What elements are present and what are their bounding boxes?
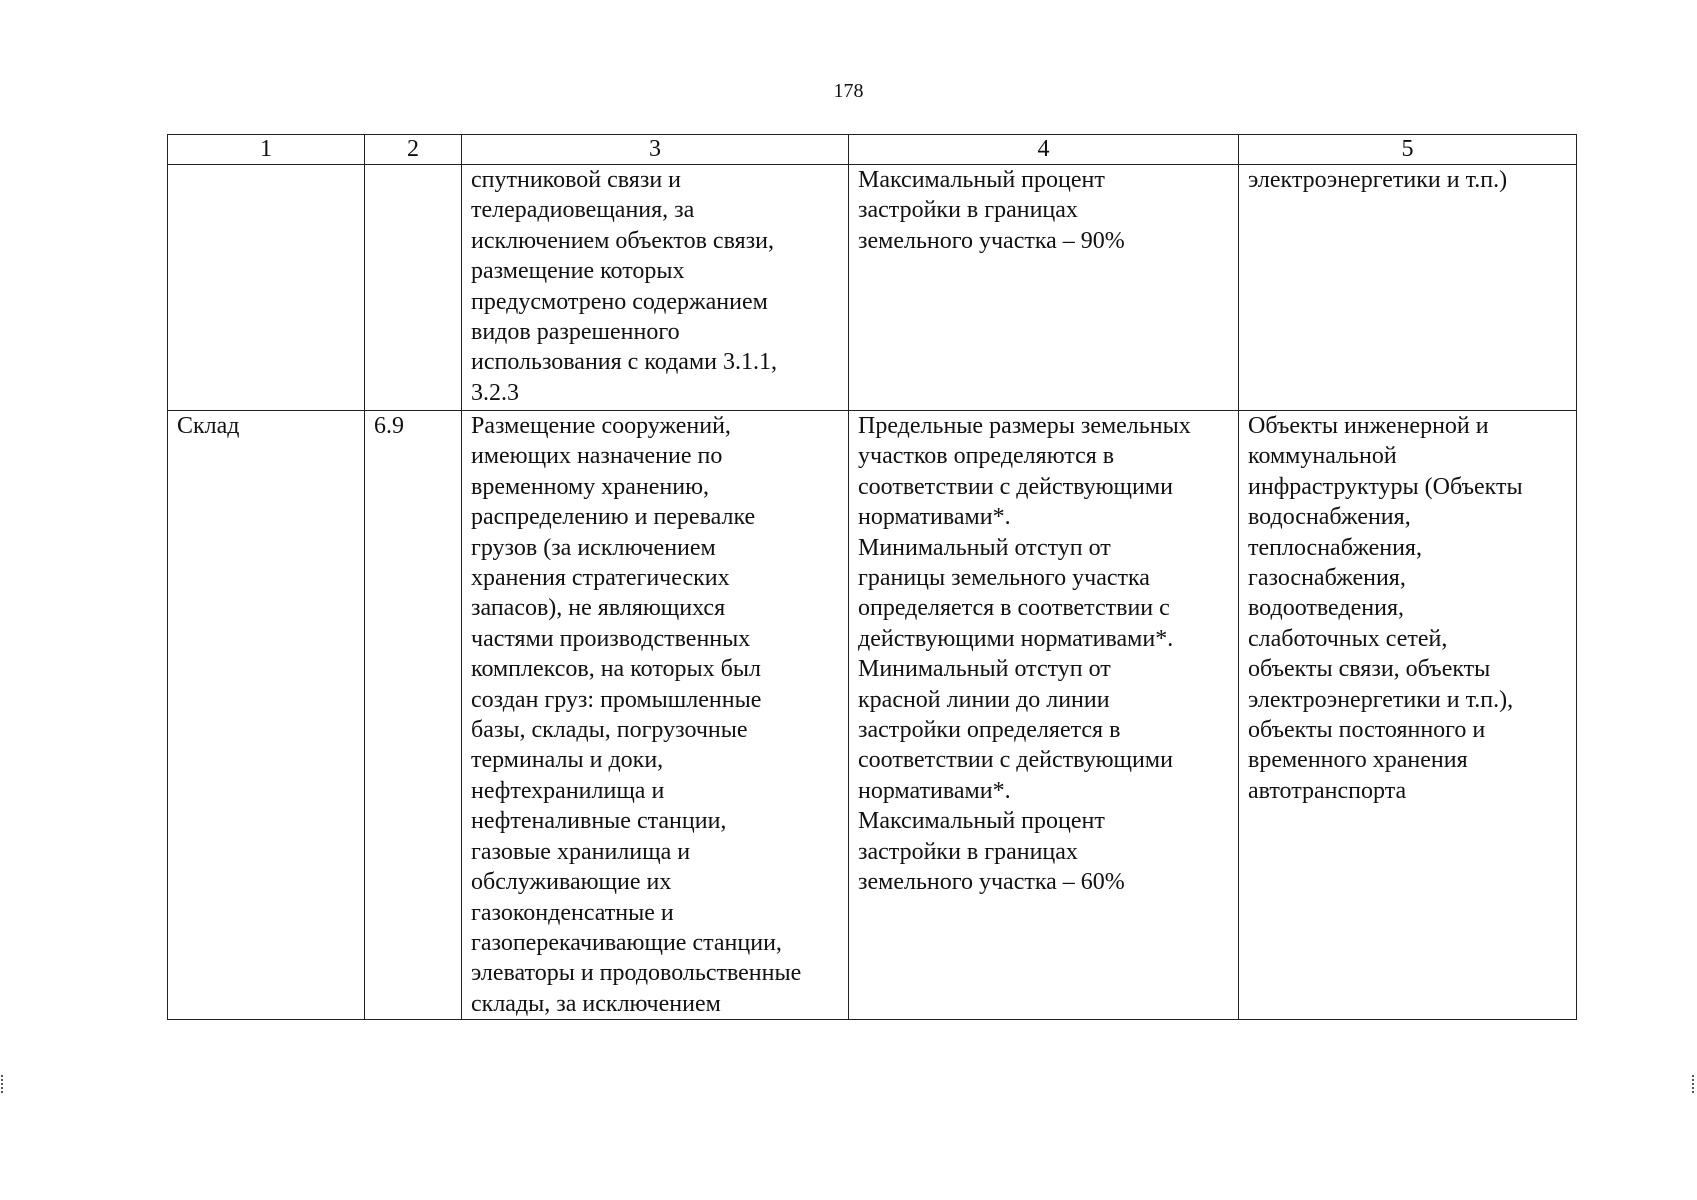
- page-number: 178: [833, 80, 864, 102]
- table-row: [168, 165, 1577, 411]
- left-scan-edge-mark: [1, 1075, 5, 1093]
- table-cell-code: [365, 165, 462, 411]
- table-header-row: [168, 135, 1577, 165]
- table-cell-auxiliary-uses: электроэнергетики и т.п.): [1239, 165, 1577, 411]
- table-row: [168, 411, 1577, 1020]
- table-cell-auxiliary-uses: Объекты инженерной и коммунальной инфраструктуры (Объекты водоснабжения, теплоснабжения, газоснабжения, водоотведения, слаботочных сетей, объекты связи, объекты электроэнергетики и т.п.), объекты постоянного и временного хранения автотранспорта: [1239, 411, 1577, 1020]
- table-cell-parameters: Предельные размеры земельных участков определяются в соответствии с действующими нормативами*. Минимальный отступ от границы земельного участка определяется в соответствии с действующими нормативами*. Минимальный отступ от красной линии до линии застройки определяется в соответствии с действующими нормативами*. Максимальный процент застройки в границах земельного участка – 60%: [849, 411, 1239, 1020]
- table-cell-description: Размещение сооружений, имеющих назначение по временному хранению, распределению и перевалке грузов (за исключением хранения стратегических запасов), не являющихся частями производственных комплексов, на которых был создан груз: промышленные базы, склады, погрузочные терминалы и доки, нефтехранилища и нефтеналивные станции, газовые хранилища и обслуживающие их газоконденсатные и газоперекачивающие станции, элеваторы и продовольственные склады, за исключением: [462, 411, 849, 1020]
- table-cell-use-name: Склад: [168, 411, 365, 1020]
- regulations-table: [167, 134, 1577, 1020]
- right-scan-edge-mark: [1692, 1075, 1696, 1093]
- column-header-1: 1: [168, 135, 365, 165]
- column-header-2: 2: [365, 135, 462, 165]
- column-header-4: 4: [849, 135, 1239, 165]
- table-cell-use-name: [168, 165, 365, 411]
- table-cell-parameters: Максимальный процент застройки в границах земельного участка – 90%: [849, 165, 1239, 411]
- table-cell-description: спутниковой связи и телерадиовещания, за исключением объектов связи, размещение которых предусмотрено содержанием видов разрешенного использования с кодами 3.1.1, 3.2.3: [462, 165, 849, 411]
- column-header-5: 5: [1239, 135, 1577, 165]
- table-cell-code: 6.9: [365, 411, 462, 1020]
- column-header-3: 3: [462, 135, 849, 165]
